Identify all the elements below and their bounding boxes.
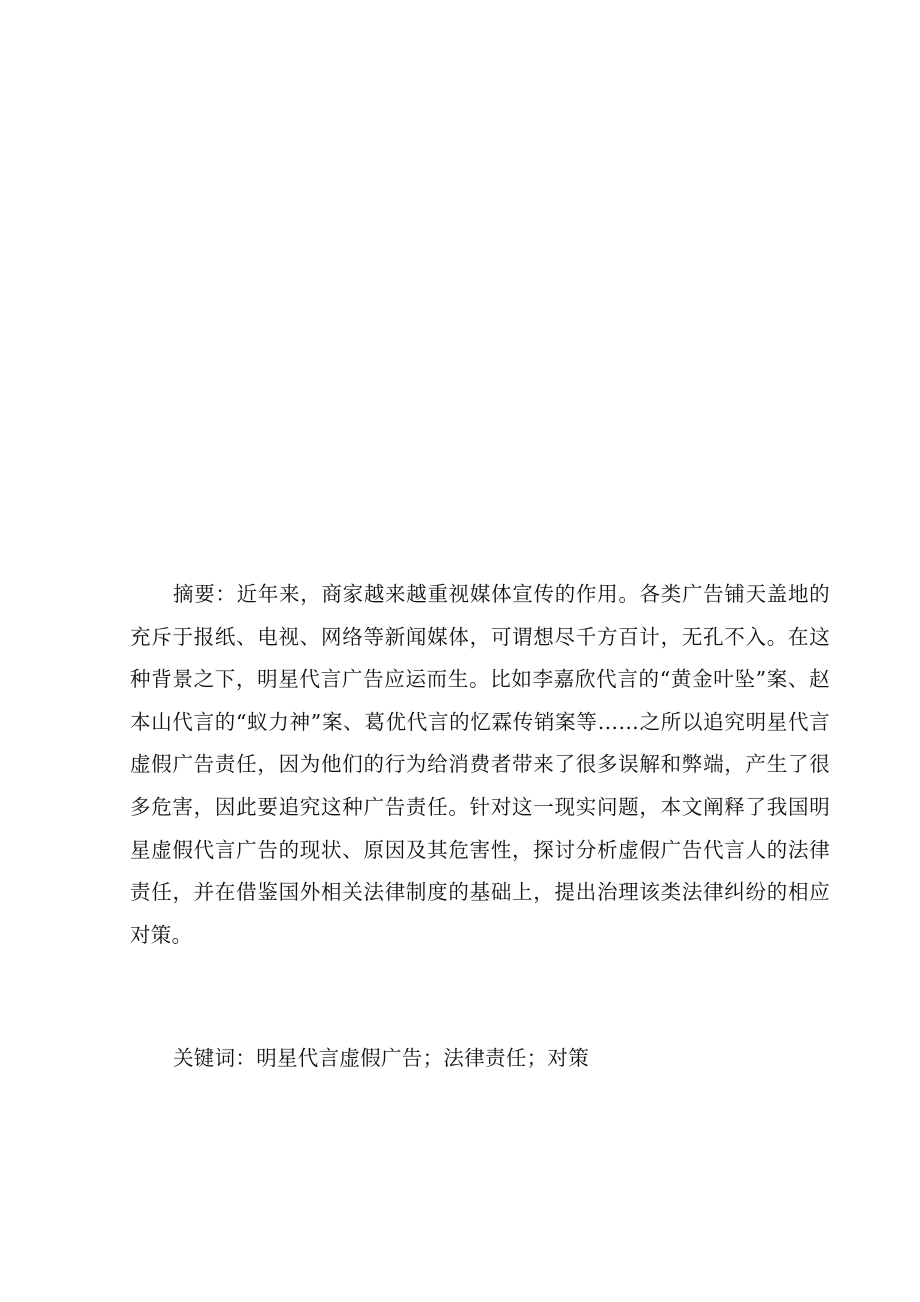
- abstract-paragraph: 摘要：近年来，商家越来越重视媒体宣传的作用。各类广告铺天盖地的充斥于报纸、电视、网络等新闻媒体，可谓想尽千方百计，无孔不入。在这种背景之下，明星代言广告应运而生。比如李嘉欣代言的“黄金叶坠”案、赵本山代言的“蚁力神”案、葛优代言的忆霖传销案等……之所以追究明星代言虚假广告责任，因为他们的行为给消费者带来了很多误解和弊端，产生了很多危害，因此要追究这种广告责任。针对这一现实问题，本文阐释了我国明星虚假代言广告的现状、原因及其危害性，探讨分析虚假广告代言人的法律责任，并在借鉴国外相关法律制度的基础上，提出治理该类法律纠纷的相应对策。: [130, 582, 830, 947]
- keywords-line: 关键词：明星代言虚假广告；法律责任；对策: [173, 1046, 589, 1070]
